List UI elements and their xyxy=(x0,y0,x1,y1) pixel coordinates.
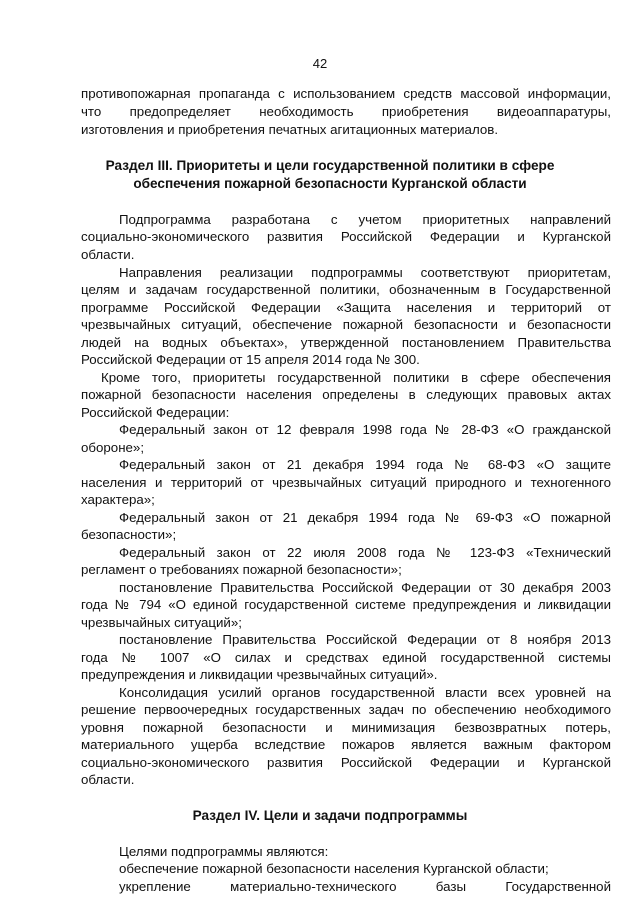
paragraph-line: Федеральный закон от 12 февраля 1998 года № 28-ФЗ «О гражданской xyxy=(119,422,611,437)
paragraph-line: пожарной безопасности населения определены в следующих правовых актах xyxy=(81,387,611,402)
paragraph-line: года № 794 «О единой государственной системе предупреждения и ликвидации xyxy=(81,597,611,612)
page-number: 42 xyxy=(312,56,328,71)
section-heading-line: Раздел III. Приоритеты и цели государственной политики в сфере xyxy=(105,158,555,173)
paragraph-line: что предопределяет необходимость приобретения видеоаппаратуры, xyxy=(81,104,611,119)
paragraph-line: Целями подпрограммы являются: xyxy=(119,844,329,859)
paragraph-line: Консолидация усилий органов государственной власти всех уровней на xyxy=(119,685,611,700)
paragraph-line: Федеральный закон от 21 декабря 1994 года № 68-ФЗ «О защите xyxy=(119,457,611,472)
paragraph-line: социально-экономического развития Российской Федерации и Курганской xyxy=(81,229,611,244)
paragraph-line: людей на водных объектах», утвержденной постановлением Правительства xyxy=(81,335,611,350)
paragraph-line: решение первоочередных государственных задач по обеспечению необходимого xyxy=(81,702,611,717)
paragraph-line: года № 1007 «О силах и средствах единой государственной системы xyxy=(81,650,611,665)
paragraph-line: противопожарная пропаганда с использованием средств массовой информации, xyxy=(81,86,611,101)
paragraph-line: характера»; xyxy=(81,492,155,507)
paragraph-line: материального ущерба вследствие пожаров является важным фактором xyxy=(81,737,611,752)
paragraph-line: населения и территорий от чрезвычайных ситуаций природного и техногенного xyxy=(81,475,611,490)
paragraph-line: чрезвычайных ситуаций, обеспечение пожарной безопасности и безопасности xyxy=(81,317,611,332)
section-heading-line: обеспечения пожарной безопасности Курганской области xyxy=(133,176,527,191)
paragraph-line: обеспечение пожарной безопасности населения Курганской области; xyxy=(119,861,549,876)
paragraph-line: области. xyxy=(81,772,135,787)
paragraph-line: обороне»; xyxy=(81,440,145,455)
paragraph-line: целям и задачам государственной политики, обозначенным в Государственной xyxy=(81,282,611,297)
section-heading-line: Раздел IV. Цели и задачи подпрограммы xyxy=(192,808,468,823)
paragraph-line: изготовления и приобретения печатных агитационных материалов. xyxy=(81,122,499,137)
paragraph-line: безопасности»; xyxy=(81,527,177,542)
paragraph-line: Федеральный закон от 21 декабря 1994 года № 69-ФЗ «О пожарной xyxy=(119,510,611,525)
paragraph-line: чрезвычайных ситуаций»; xyxy=(81,615,242,630)
paragraph-line: Федеральный закон от 22 июля 2008 года № 123-ФЗ «Технический xyxy=(119,545,611,560)
paragraph-line: регламент о требованиях пожарной безопасности»; xyxy=(81,562,402,577)
paragraph-line: уровня пожарной безопасности и минимизация безвозвратных потерь, xyxy=(81,720,611,735)
paragraph-line: Российской Федерации от 15 апреля 2014 года № 300. xyxy=(81,352,420,367)
paragraph-line: Направления реализации подпрограммы соответствуют приоритетам, xyxy=(119,265,611,280)
paragraph-line: Российской Федерации: xyxy=(81,405,230,420)
paragraph-line: постановление Правительства Российской Федерации от 8 ноября 2013 xyxy=(119,632,611,647)
paragraph-line: социально-экономического развития Российской Федерации и Курганской xyxy=(81,755,611,770)
paragraph-line: программе Российской Федерации «Защита населения и территорий от xyxy=(81,300,611,315)
paragraph-line: предупреждения и ликвидации чрезвычайных ситуаций». xyxy=(81,667,438,682)
paragraph-line: Кроме того, приоритеты государственной политики в сфере обеспечения xyxy=(101,370,611,385)
paragraph-line: области. xyxy=(81,247,135,262)
paragraph-line: постановление Правительства Российской Федерации от 30 декабря 2003 xyxy=(119,580,611,595)
paragraph-line: укрепление материально-технического базы Государственной xyxy=(119,879,611,894)
paragraph-line: Подпрограмма разработана с учетом приоритетных направлений xyxy=(119,212,611,227)
